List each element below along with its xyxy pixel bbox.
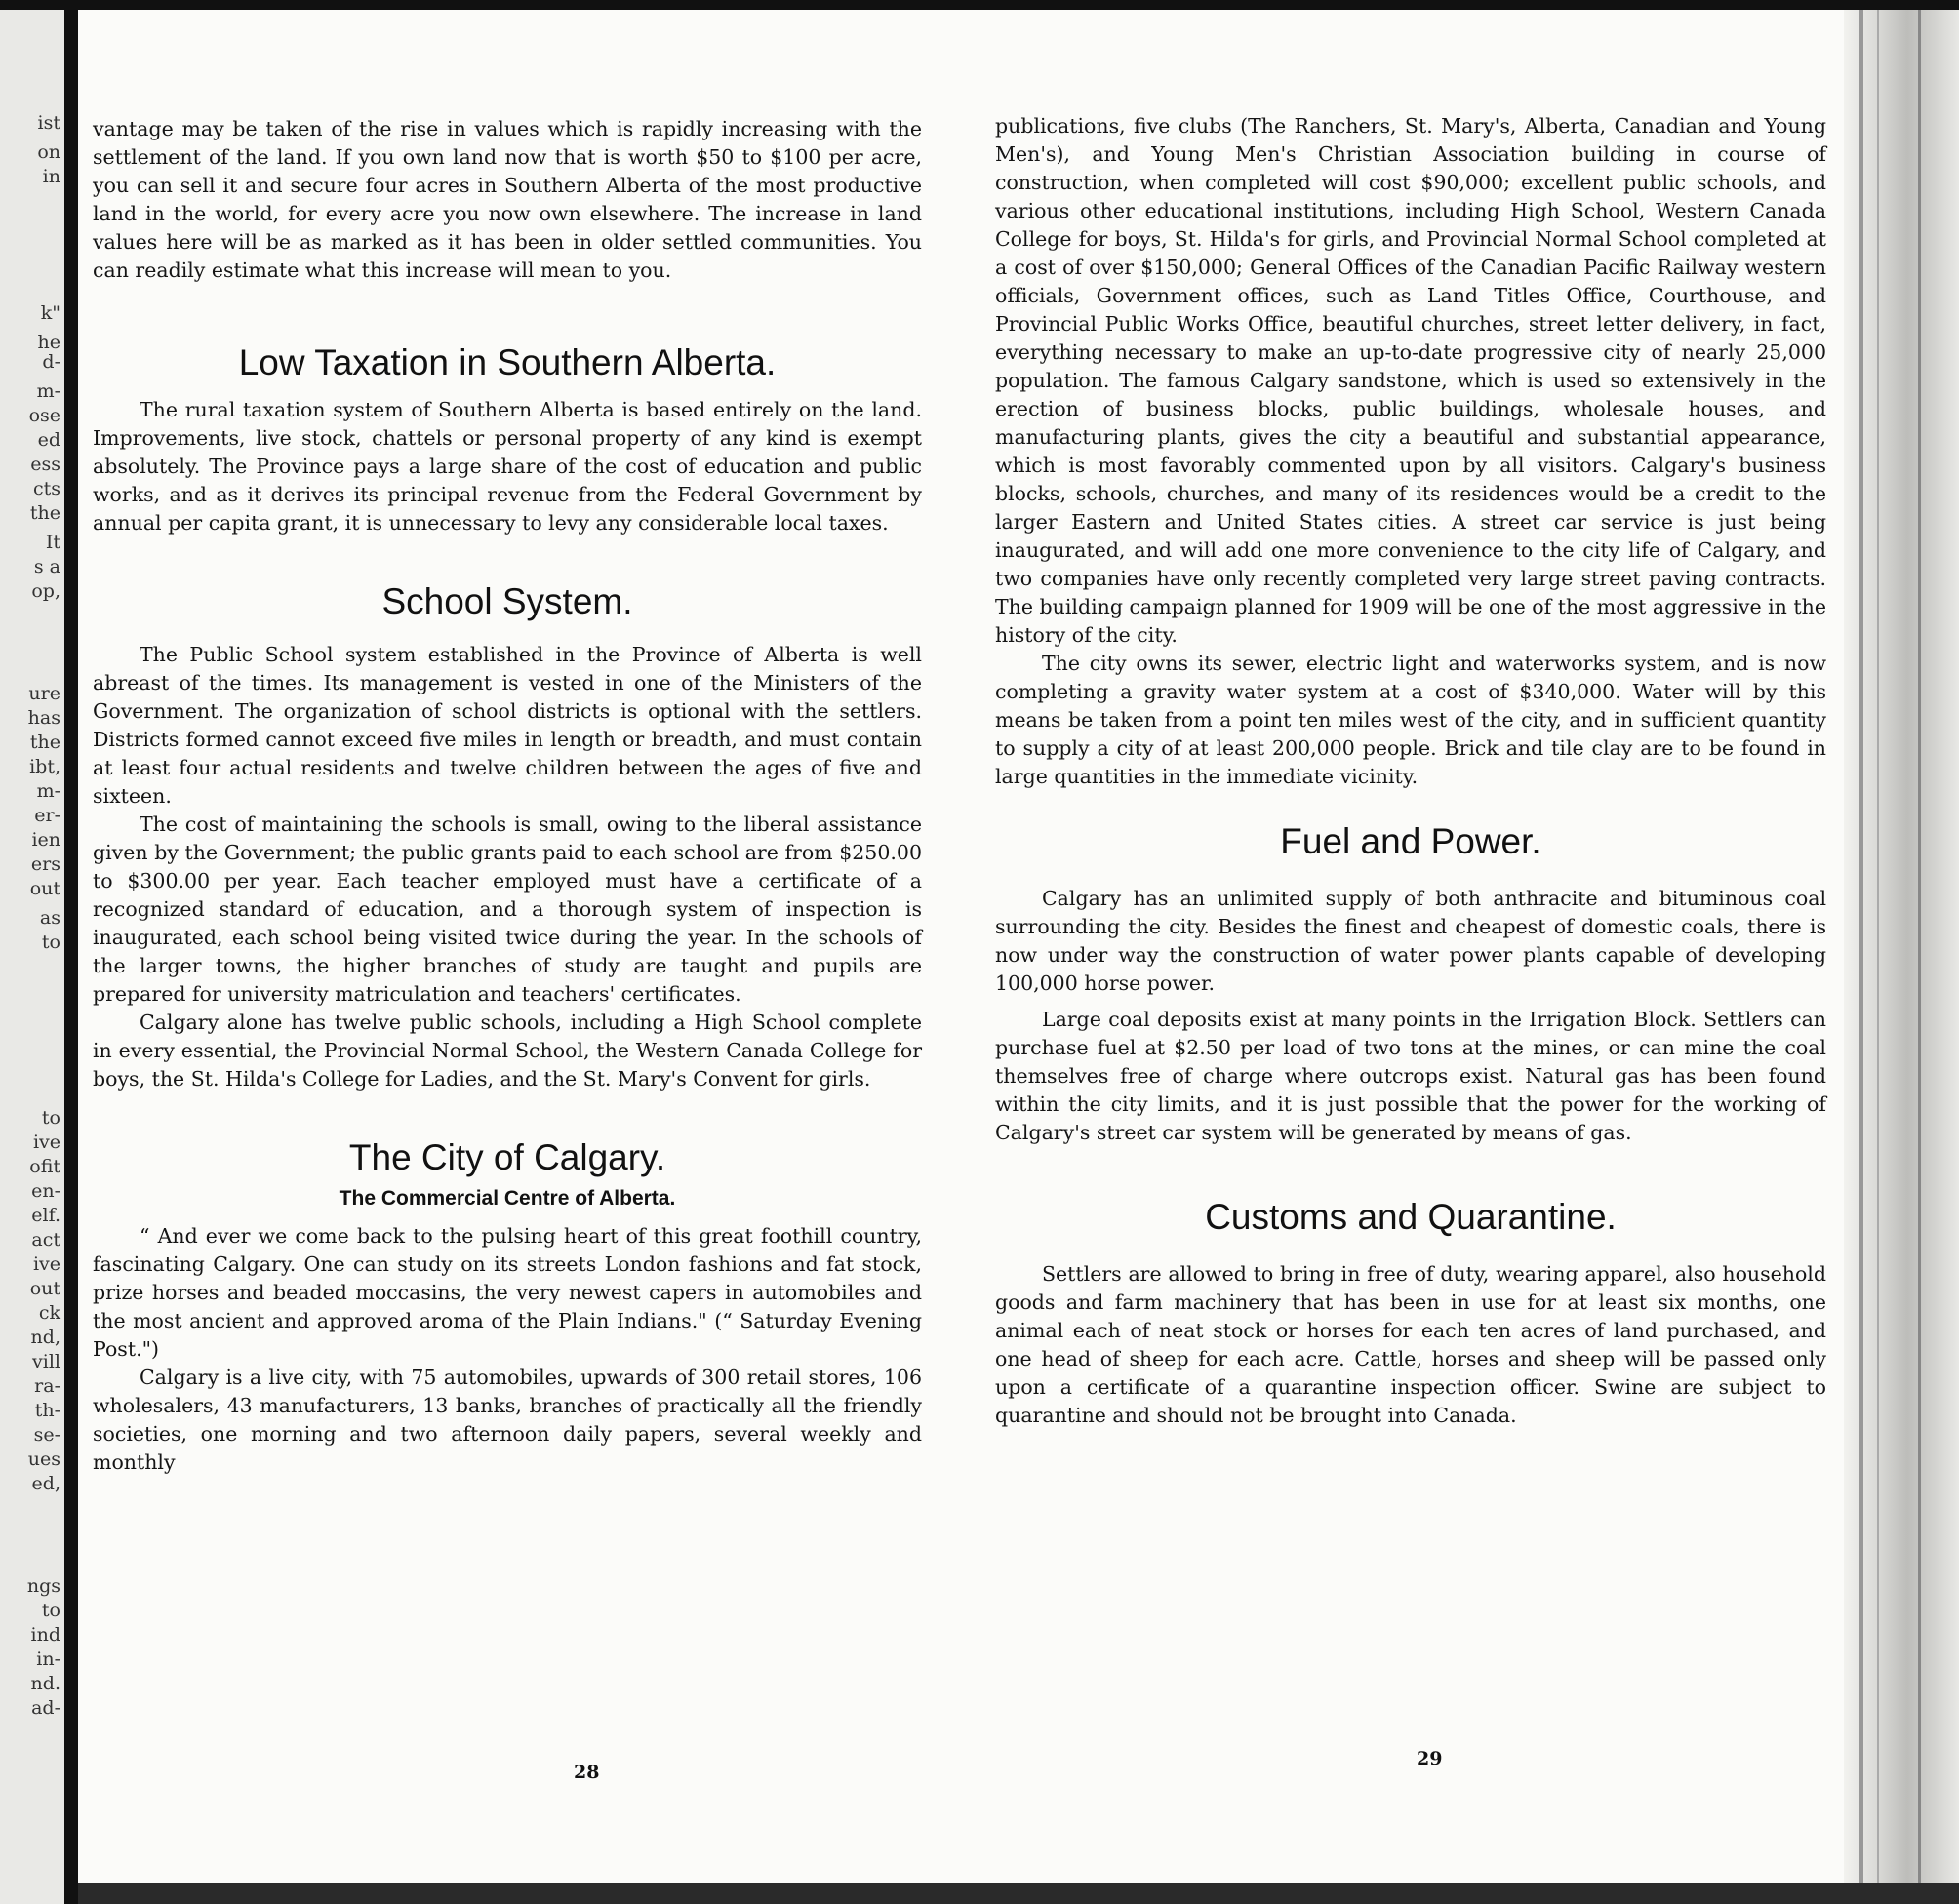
previous-page-fragment: elf.: [31, 1205, 60, 1226]
previous-page-fragment: ers: [30, 853, 60, 875]
previous-page-fragment: th-: [34, 1400, 60, 1421]
paragraph: Calgary is a live city, with 75 automobiles, upwards of 300 retail stores, 106 wholesalers, 43 manufacturers, 13 banks, branches of practically all the friendly societies, one morning and two afternoon daily papers, several weekly and monthly: [93, 1366, 922, 1474]
previous-page-fragment: as: [39, 907, 60, 929]
previous-page-fragment: he: [37, 332, 60, 353]
previous-page-fragment: d-: [42, 351, 60, 373]
previous-page-fragment: out: [29, 1278, 60, 1299]
previous-page-fragment: ure: [28, 683, 60, 704]
section-heading: The City of Calgary.: [348, 1137, 666, 1177]
previous-page-fragment: act: [31, 1229, 60, 1250]
section-heading: Customs and Quarantine.: [1205, 1197, 1617, 1237]
paragraph: The cost of maintaining the schools is small, owing to the liberal assistance given by the Government; the public grants paid to each school are from $250.00 to $300.00 per year. Each teacher employed must have a certificate of a recognized standard of education, and a thorough system of inspection is inaugurated, each school being visited twice during the year. In the schools of the larger towns, the higher branches of study are taught and pupils are prepared for university matriculation and teachers' certificates.: [93, 813, 922, 1006]
paragraph: Settlers are allowed to bring in free of duty, wearing apparel, also household goods and farm machinery that has been in use for at least six months, one animal each of neat stock or horses for each ten acres of land purchased, and one head of sheep for each acre. Cattle, horses and sheep will be passed only upon a certificate of a quarantine inspection officer. Swine are subject to quarantine and should not be brought into Canada.: [995, 1262, 1826, 1427]
previous-page-fragment: ive: [32, 1131, 60, 1153]
previous-page-fragment: ind: [30, 1624, 60, 1646]
previous-page-fragment: It: [45, 532, 60, 553]
previous-page-fragment: to: [41, 1600, 60, 1621]
previous-page-fragment: ibt,: [29, 756, 60, 777]
previous-page-fragment: ist: [37, 112, 60, 134]
previous-page-fragment: ien: [31, 829, 60, 851]
previous-page-fragment: s a: [33, 556, 60, 577]
previous-page-fragment: the: [29, 502, 60, 524]
previous-page-fragment: ed,: [31, 1473, 60, 1494]
previous-page-fragment: in-: [36, 1648, 60, 1670]
intro-paragraph: vantage may be taken of the rise in values which is rapidly increasing with the settlement of the land. If you own land now that is worth $50 to $100 per acre, you can sell it and secure four acres in Southern Alberta of the most productive land in the world, for every acre you now own elsewhere. The increase in land values here will be as marked as it has been in older settled communities. You can readily estimate what this increase will mean to you.: [93, 117, 922, 282]
previous-page-fragment: k": [40, 302, 60, 324]
previous-page-fragment: op,: [31, 580, 60, 602]
previous-page-fragment: has: [27, 707, 60, 729]
page-number: 28: [574, 1762, 600, 1783]
page-edge-line: [1877, 10, 1879, 1904]
page-number: 29: [1417, 1748, 1443, 1769]
paragraph: publications, five clubs (The Ranchers, St. Mary's, Alberta, Canadian and Young Men's), and Young Men's Christian Association building in course of construction, when completed will cost $90,000; excellent public schools, and various other educational institutions, including High School, Western Canada College for boys, St. Hilda's for girls, and Provincial Normal School completed at a cost of over $150,000; General Offices of the Canadian Pacific Railway western officials, Government offices, such as Land Titles Office, Courthouse, and Provincial Public Works Office, beautiful churches, street letter delivery, in fact, everything necessary to make an up-to-date progressive city of nearly 25,000 population. The famous Calgary sandstone, which is used so extensively in the erection of business blocks, public buildings, wholesale houses, and manufacturing plants, gives the city a beautiful and substantial appearance, which is most favorably commented upon by all visitors. Calgary's business blocks, schools, churches, and many of its residences would be a credit to the larger Eastern and United States cities. A street car service is just being inaugurated, and will add one more convenience to the city life of Calgary, and two companies have only recently completed very large street paving contracts. The building campaign planned for 1909 will be one of the most aggressive in the history of the city.: [995, 114, 1826, 647]
previous-page-fragment: se-: [33, 1424, 60, 1446]
previous-page-fragment: ofit: [29, 1156, 60, 1177]
previous-page-fragment: er-: [34, 805, 60, 826]
paragraph: The rural taxation system of Southern Alberta is based entirely on the land. Improvements, live stock, chattels or personal property of any kind is exempt absolutely. The Province pays a large share of the cost of education and public works, and as it derives its principal revenue from the Federal Government by annual per capita grant, it is unnecessary to levy any considerable local taxes.: [93, 398, 922, 535]
previous-page-fragment: ose: [28, 405, 60, 426]
right-page-text: [995, 112, 1826, 1430]
section-heading: School System.: [381, 581, 633, 621]
paragraph: Calgary alone has twelve public schools, including a High School complete in every essential, the Provincial Normal School, the Western Canada College for boys, the St. Hilda's College for Ladies, and the St. Mary's Convent for girls.: [93, 1011, 922, 1091]
previous-page-fragment: to: [41, 1107, 60, 1129]
page-edge-line: [1918, 10, 1921, 1904]
paragraph: Large coal deposits exist at many points in the Irrigation Block. Settlers can purchase fuel at $2.50 per load of two tons at the mines, or can mine the coal themselves free of charge where outcrops exist. Natural gas has been found within the city limits, and it is just possible that the power for the working of Calgary's street car system will be generated by means of gas.: [995, 1008, 1826, 1144]
previous-page-fragment: ra-: [34, 1375, 60, 1397]
paragraph: Calgary has an unlimited supply of both anthracite and bituminous coal surrounding the city. Besides the finest and cheapest of domestic coals, there is now under way the construction of water power plants capable of developing 100,000 horse power.: [995, 887, 1826, 995]
paragraph: The city owns its sewer, electric light and waterworks system, and is now completing a gravity water system at a cost of $340,000. Water will by this means be taken from a point ten miles west of the city, and in sufficient quantity to supply a city of at least 200,000 people. Brick and tile clay are to be found in large quantities in the immediate vicinity.: [995, 652, 1826, 788]
previous-page-fragment: ive: [32, 1253, 60, 1275]
scan-border: [0, 0, 1959, 10]
previous-page-fragment: ess: [30, 454, 60, 475]
previous-page-fragment: ad-: [31, 1697, 60, 1719]
previous-page-edge: [0, 10, 64, 1904]
section-heading: Low Taxation in Southern Alberta.: [238, 342, 777, 382]
paragraph: The Public School system established in the Province of Alberta is well abreast of the times. Its management is vested in one of the Ministers of the Government. The organization of school districts is optional with the settlers. Districts formed cannot exceed five miles in length or breadth, and must contain at least four actual residents and twelve children between the ages of five and sixteen.: [93, 643, 922, 808]
previous-page-fragment: in: [42, 166, 60, 187]
previous-page-fragment: the: [29, 732, 60, 753]
section-heading: Fuel and Power.: [1280, 821, 1541, 861]
gutter: [64, 10, 78, 1904]
previous-page-fragment: vill: [32, 1351, 60, 1372]
previous-page-fragment: ngs: [26, 1575, 60, 1597]
previous-page-fragment: ues: [27, 1448, 60, 1470]
previous-page-fragment: ed: [37, 429, 60, 451]
section-subheading: The Commercial Centre of Alberta.: [339, 1187, 676, 1210]
previous-page-fragment: en-: [31, 1180, 60, 1202]
previous-page-fragment: to: [41, 932, 60, 953]
scan-border: [78, 1883, 1959, 1904]
previous-page-fragment: on: [37, 141, 60, 163]
previous-page-fragment: nd.: [30, 1673, 60, 1694]
previous-page-fragment: out: [29, 878, 60, 899]
previous-page-fragment: cts: [32, 478, 60, 499]
previous-page-fragment: ck: [38, 1302, 60, 1324]
paragraph: “ And ever we come back to the pulsing heart of this great foothill country, fascinating Calgary. One can study on its streets London fashions and fat stock, prize horses and beaded moccasins, the very newest capers in automobiles and the most ancient and approved aroma of the Plain Indians." (“ Saturday Evening Post."): [93, 1224, 922, 1361]
left-page-text: [93, 115, 922, 1477]
previous-page-fragment: m-: [36, 380, 60, 402]
previous-page-fragment: m-: [36, 780, 60, 802]
page-edge-line: [1859, 10, 1863, 1904]
previous-page-fragment: nd,: [30, 1327, 60, 1348]
